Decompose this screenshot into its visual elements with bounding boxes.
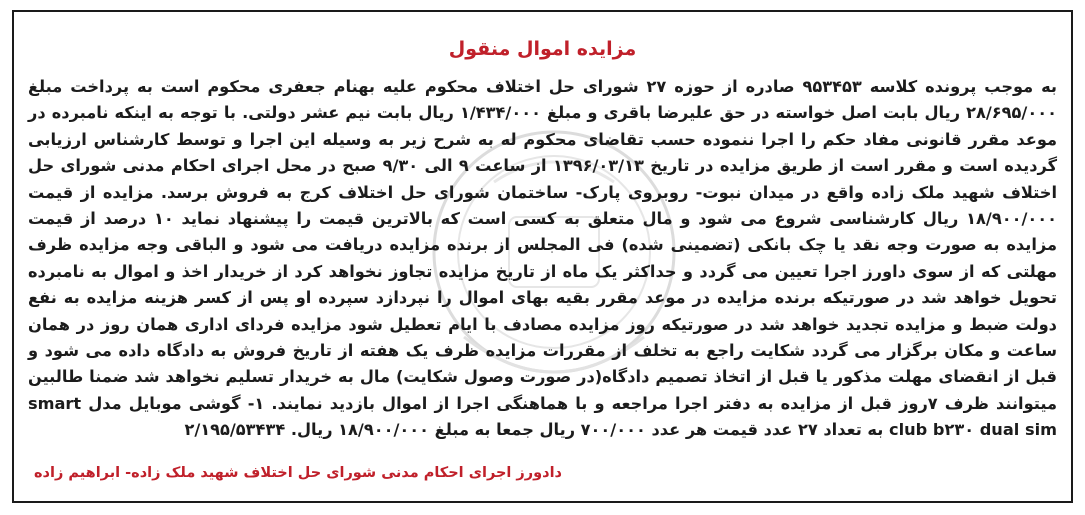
notice-title: مزایده اموال منقول [448,38,637,60]
notice-box [12,10,1073,503]
notice-body: به موجب پرونده کلاسه ۹۵۳۴۵۳ صادره از حوزه ۲۷ شورای حل اختلاف محکوم علیه بهنام جعفری محکوم است به پرداخت مبلغ ۲۸/۶۹۵/۰۰۰ ریال بابت اصل خواسته در حق علیرضا باقری و مبلغ ۱/۴۳۴/۰۰۰ ریال بابت نیم عشر دولتی. با توجه به اینکه نامبرده در موعد مقرر قانونی مفاد حکم را اجرا ننموده حسب تقاضای محکوم له به شرح زیر به وسیله این اجرا و توسط کارشناس ارزیابی گردیده است و مقرر است از طریق مزایده در تاریخ ۱۳۹۶/۰۳/۱۳ از ساعت ۹ الی ۹/۳۰ صبح در محل اجرای احکام مدنی شورای حل اختلاف شهید ملک زاده واقع در میدان نبوت- روبروی پارک- ساختمان شورای حل اختلاف کرج به فروش برسد. مزایده از قیمت ۱۸/۹۰۰/۰۰۰ ریال کارشناسی شروع می شود و مال متعلق به کسی است که بالاترین قیمت را پیشنهاد نماید ۱۰ درصد از قیمت مزایده به صورت وجه نقد یا چک بانکی (تضمینی شده) فی المجلس از برنده مزایده دریافت می شود و الباقی وجه مزایده ظرف مهلتی که از سوی داورز اجرا تعیین می گردد و حداکثر یک ماه از تاریخ مزایده تجاوز نخواهد کرد از خریدار اخذ و اموال به نامبرده تحویل خواهد شد در صورتیکه برنده مزایده در موعد مقرر بقیه بهای اموال را نپردازد سپرده او پس از کسر هزینه مزایده به نفع دولت ضبط و مزایده تجدید خواهد شد در صورتیکه روز مزایده مصادف با ایام تعطیل شود مزایده فردای اداری همان روز در همان ساعت و مکان برگزار می گردد شکایت راجع به تخلف از مقررات مزایده ظرف یک هفته از تاریخ فروش به دادگاه داده می شود و قبل از انقضای مهلت مذکور یا قبل از اتخاذ تصمیم دادگاه(در صورت وصول شکایت) مال به خریدار تسلیم نخواهد شد ضمنا طالبین میتوانند ظرف ۷روز قبل از مزایده به دفتر اجرا مراجعه و با هماهنگی اجرا از اموال بازدید نمایند. ۱- گوشی موبایل مدل smart club b۲۳۰ dual sim به تعداد ۲۷ عدد قیمت هر عدد ۷۰۰/۰۰۰ ریال جمعا به مبلغ ۱۸/۹۰۰/۰۰۰ ریال. ۲/۱۹۵/۵۳۴۳۴ [28,77,1058,440]
notice-signature: دادورز اجرای احکام مدنی شورای حل اختلاف شهید ملک زاده- ابراهیم زاده [34,465,562,481]
